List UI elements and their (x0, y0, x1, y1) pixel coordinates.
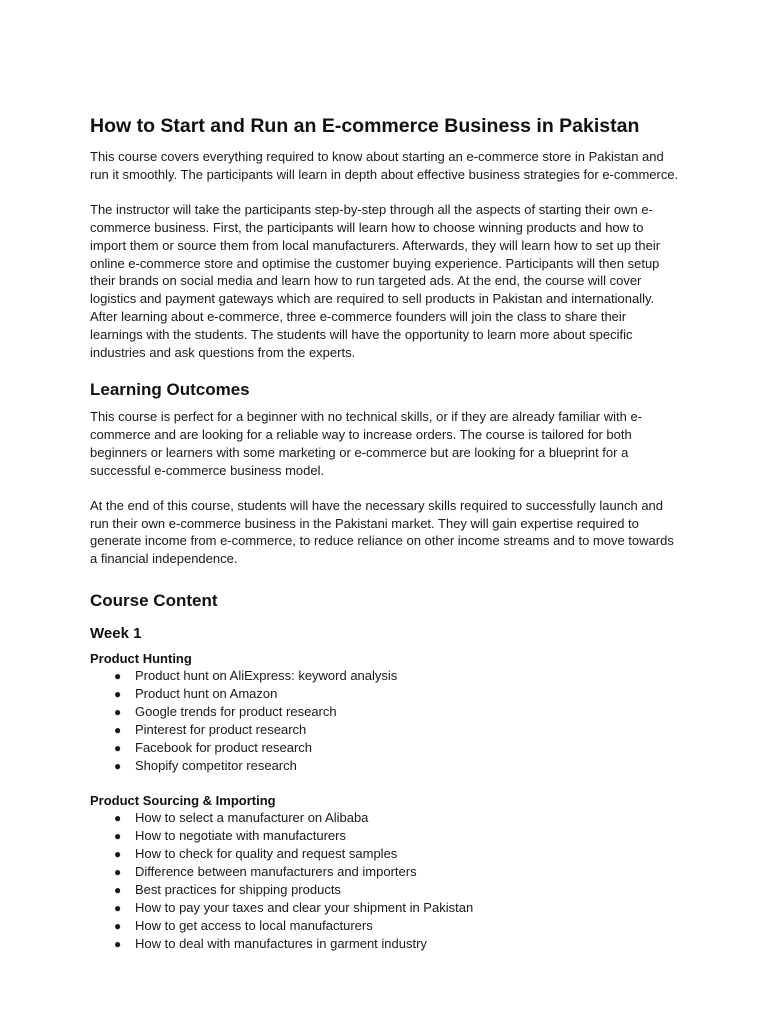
list-item (90, 935, 680, 953)
list-item (90, 917, 680, 935)
list-item (90, 757, 680, 775)
list-item-text: How to select a manufacturer on Alibaba (135, 810, 369, 826)
bullet-icon: ● (114, 829, 122, 844)
bullet-icon: ● (114, 759, 122, 774)
list-item-text: How to check for quality and request samples (135, 846, 398, 862)
list-item-text: How to deal with manufactures in garment industry (135, 936, 427, 952)
bullet-icon: ● (114, 669, 122, 684)
list-item-text: Google trends for product research (135, 704, 337, 720)
learning-outcomes-heading: Learning Outcomes (90, 379, 250, 399)
bullet-icon: ● (114, 741, 122, 756)
list-item (90, 809, 680, 827)
list-item-text: Product hunt on Amazon (135, 686, 278, 702)
week-heading: Week 1 (90, 625, 142, 643)
intro-paragraph: This course covers everything required to know about starting an e-commerce store in Pakistan and run it smoothly. The participants will learn in depth about effective business strategies for e-commerce. (90, 149, 679, 182)
course-content-heading: Course Content (90, 591, 218, 611)
list-item-text: How to get access to local manufacturers (135, 918, 373, 934)
bullet-icon: ● (114, 687, 122, 702)
bullet-icon: ● (114, 811, 122, 826)
list-item-text: Shopify competitor research (135, 758, 297, 774)
list-item-text: How to negotiate with manufacturers (135, 828, 346, 844)
product-sourcing-list (90, 809, 680, 953)
product-hunting-list (90, 667, 680, 775)
section-heading-product-hunting: Product Hunting (90, 651, 192, 667)
learning-outcomes-paragraph: This course is perfect for a beginner with no technical skills, or if they are already familiar with e-commerce and are looking for a reliable way to increase orders. The course is tailored for both beginners or learners with some marketing or e-commerce but are looking for a blueprint for a successful e-commerce business model. (90, 408, 643, 478)
bullet-icon: ● (114, 901, 122, 916)
list-item-text: How to pay your taxes and clear your shipment in Pakistan (135, 900, 474, 916)
bullet-icon: ● (114, 937, 122, 952)
bullet-icon: ● (114, 723, 122, 738)
document-title: How to Start and Run an E-commerce Business in Pakistan (90, 115, 640, 137)
list-item-text: Facebook for product research (135, 740, 313, 756)
list-item (90, 685, 680, 703)
list-item (90, 899, 680, 917)
list-item-text: Pinterest for product research (135, 722, 307, 738)
bullet-icon: ● (114, 865, 122, 880)
list-item (90, 863, 680, 881)
bullet-icon: ● (114, 847, 122, 862)
bullet-icon: ● (114, 705, 122, 720)
bullet-icon: ● (114, 919, 122, 934)
document-page (90, 112, 680, 970)
bullet-icon: ● (114, 883, 122, 898)
list-item (90, 739, 680, 757)
list-item-text: Best practices for shipping products (135, 882, 341, 898)
intro-paragraph: The instructor will take the participants step-by-step through all the aspects of starting their own e-commerce business. First, the participants will learn how to choose winning products and how to import them or source them from local manufacturers. Afterwards, they will learn how to set up their online e-commerce store and optimise the customer buying experience. Participants will then setup their brands on social media and learn how to run targeted ads. At the end, the course will cover logistics and payment gateways which are required to sell products in Pakistan and internationally. After learning about e-commerce, three e-commerce founders will join the class to share their learnings with the students. The students will have the opportunity to learn more about specific industries and ask questions from the experts. (90, 201, 661, 361)
list-item (90, 667, 680, 685)
section-heading-product-sourcing: Product Sourcing & Importing (90, 793, 276, 809)
list-item (90, 881, 680, 899)
list-item-text: Product hunt on AliExpress: keyword analysis (135, 668, 398, 684)
list-item (90, 827, 680, 845)
list-item (90, 721, 680, 739)
list-item (90, 845, 680, 863)
list-item (90, 703, 680, 721)
learning-outcomes-paragraph: At the end of this course, students will have the necessary skills required to successfully launch and run their own e-commerce business in the Pakistani market. They will gain expertise required to generate income from e-commerce, to reduce reliance on other income streams and to move towards a financial independence. (90, 497, 674, 567)
list-item-text: Difference between manufacturers and importers (135, 864, 417, 880)
